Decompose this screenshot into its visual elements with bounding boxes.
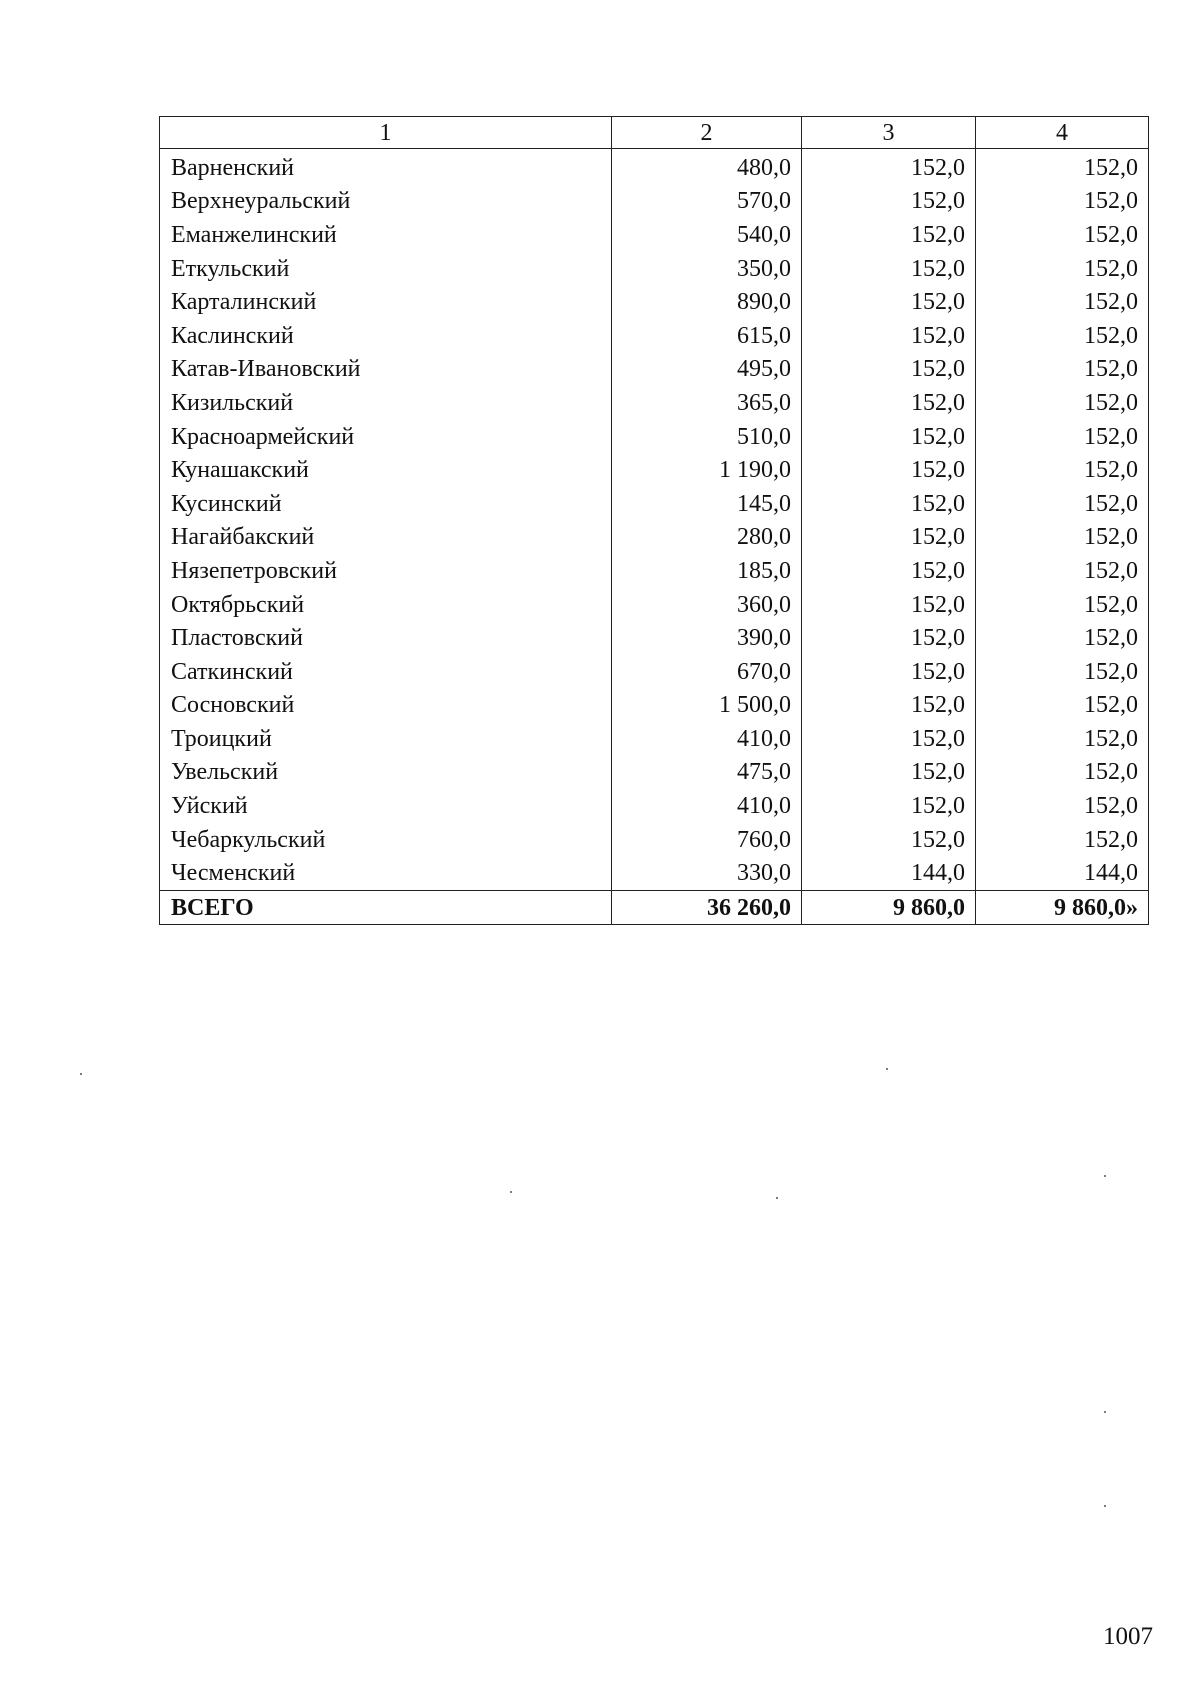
scan-speck xyxy=(1104,1175,1106,1177)
scan-speck xyxy=(776,1197,778,1199)
value-col-2: 615,0 xyxy=(612,319,802,353)
value-col-4: 152,0 xyxy=(976,521,1149,555)
value-col-4: 152,0 xyxy=(976,386,1149,420)
value-col-4: 152,0 xyxy=(976,823,1149,857)
allocation-table xyxy=(159,116,1149,925)
table-row xyxy=(160,588,1149,622)
value-col-2: 280,0 xyxy=(612,521,802,555)
district-name: Нагайбакский xyxy=(160,521,612,555)
header-col-3: 3 xyxy=(802,117,976,149)
value-col-4: 152,0 xyxy=(976,185,1149,219)
district-name: Кунашакский xyxy=(160,453,612,487)
value-col-4: 152,0 xyxy=(976,319,1149,353)
value-col-3: 152,0 xyxy=(802,756,976,790)
value-col-3: 152,0 xyxy=(802,823,976,857)
district-name: Чесменский xyxy=(160,856,612,890)
value-col-3: 152,0 xyxy=(802,420,976,454)
total-col-3: 9 860,0 xyxy=(802,891,976,925)
district-name: Нязепетровский xyxy=(160,554,612,588)
district-name: Саткинский xyxy=(160,655,612,689)
value-col-2: 670,0 xyxy=(612,655,802,689)
value-col-2: 185,0 xyxy=(612,554,802,588)
header-row xyxy=(160,117,1149,149)
district-name: Октябрьский xyxy=(160,588,612,622)
district-name: Кизильский xyxy=(160,386,612,420)
value-col-4: 152,0 xyxy=(976,353,1149,387)
value-col-3: 152,0 xyxy=(802,386,976,420)
table-row xyxy=(160,655,1149,689)
value-col-3: 152,0 xyxy=(802,149,976,185)
table-row xyxy=(160,621,1149,655)
value-col-2: 330,0 xyxy=(612,856,802,890)
value-col-4: 152,0 xyxy=(976,588,1149,622)
value-col-3: 152,0 xyxy=(802,319,976,353)
header-col-2: 2 xyxy=(612,117,802,149)
table-row xyxy=(160,789,1149,823)
table-row xyxy=(160,722,1149,756)
table-row xyxy=(160,149,1149,185)
value-col-4: 152,0 xyxy=(976,621,1149,655)
district-name: Троицкий xyxy=(160,722,612,756)
value-col-2: 1 500,0 xyxy=(612,689,802,723)
value-col-3: 152,0 xyxy=(802,285,976,319)
value-col-2: 540,0 xyxy=(612,218,802,252)
value-col-3: 152,0 xyxy=(802,453,976,487)
value-col-3: 144,0 xyxy=(802,856,976,890)
district-name: Еткульский xyxy=(160,252,612,286)
value-col-4: 144,0 xyxy=(976,856,1149,890)
district-name: Уйский xyxy=(160,789,612,823)
value-col-4: 152,0 xyxy=(976,722,1149,756)
value-col-3: 152,0 xyxy=(802,554,976,588)
value-col-4: 152,0 xyxy=(976,453,1149,487)
table-row xyxy=(160,823,1149,857)
table-row xyxy=(160,386,1149,420)
value-col-3: 152,0 xyxy=(802,185,976,219)
value-col-3: 152,0 xyxy=(802,521,976,555)
value-col-4: 152,0 xyxy=(976,689,1149,723)
table-row xyxy=(160,756,1149,790)
district-name: Пластовский xyxy=(160,621,612,655)
value-col-4: 152,0 xyxy=(976,655,1149,689)
scan-speck xyxy=(80,1073,82,1075)
scan-speck xyxy=(510,1191,512,1193)
header-col-1: 1 xyxy=(160,117,612,149)
value-col-4: 152,0 xyxy=(976,420,1149,454)
total-col-2: 36 260,0 xyxy=(612,891,802,925)
value-col-2: 1 190,0 xyxy=(612,453,802,487)
table-row xyxy=(160,521,1149,555)
value-col-2: 510,0 xyxy=(612,420,802,454)
total-label: ВСЕГО xyxy=(160,891,612,925)
total-col-4: 9 860,0» xyxy=(976,891,1149,925)
value-col-4: 152,0 xyxy=(976,252,1149,286)
header-col-4: 4 xyxy=(976,117,1149,149)
value-col-3: 152,0 xyxy=(802,588,976,622)
value-col-4: 152,0 xyxy=(976,756,1149,790)
scan-speck xyxy=(1104,1411,1106,1413)
table-row xyxy=(160,420,1149,454)
value-col-2: 410,0 xyxy=(612,789,802,823)
district-name: Карталинский xyxy=(160,285,612,319)
table-row xyxy=(160,285,1149,319)
value-col-2: 570,0 xyxy=(612,185,802,219)
value-col-3: 152,0 xyxy=(802,655,976,689)
district-name: Красноармейский xyxy=(160,420,612,454)
scan-speck xyxy=(1104,1505,1106,1507)
table-body xyxy=(160,149,1149,891)
value-col-2: 350,0 xyxy=(612,252,802,286)
district-name: Чебаркульский xyxy=(160,823,612,857)
value-col-4: 152,0 xyxy=(976,149,1149,185)
value-col-4: 152,0 xyxy=(976,487,1149,521)
district-name: Кусинский xyxy=(160,487,612,521)
district-name: Варненский xyxy=(160,149,612,185)
page-number: 1007 xyxy=(1103,1623,1153,1650)
value-col-2: 760,0 xyxy=(612,823,802,857)
value-col-3: 152,0 xyxy=(802,353,976,387)
value-col-2: 890,0 xyxy=(612,285,802,319)
district-name: Каслинский xyxy=(160,319,612,353)
district-name: Увельский xyxy=(160,756,612,790)
value-col-2: 480,0 xyxy=(612,149,802,185)
value-col-2: 365,0 xyxy=(612,386,802,420)
value-col-3: 152,0 xyxy=(802,789,976,823)
district-name: Сосновский xyxy=(160,689,612,723)
table-row xyxy=(160,353,1149,387)
district-name: Еманжелинский xyxy=(160,218,612,252)
table-row xyxy=(160,487,1149,521)
table-row xyxy=(160,856,1149,890)
value-col-4: 152,0 xyxy=(976,789,1149,823)
table-row xyxy=(160,218,1149,252)
total-row xyxy=(160,891,1149,925)
scan-speck xyxy=(886,1068,888,1070)
value-col-4: 152,0 xyxy=(976,554,1149,588)
value-col-3: 152,0 xyxy=(802,621,976,655)
table-row xyxy=(160,554,1149,588)
value-col-3: 152,0 xyxy=(802,252,976,286)
table-row xyxy=(160,319,1149,353)
value-col-2: 410,0 xyxy=(612,722,802,756)
table-row xyxy=(160,453,1149,487)
table-row xyxy=(160,252,1149,286)
value-col-3: 152,0 xyxy=(802,689,976,723)
value-col-3: 152,0 xyxy=(802,218,976,252)
value-col-2: 495,0 xyxy=(612,353,802,387)
value-col-3: 152,0 xyxy=(802,722,976,756)
table-row xyxy=(160,689,1149,723)
value-col-4: 152,0 xyxy=(976,285,1149,319)
value-col-2: 145,0 xyxy=(612,487,802,521)
value-col-2: 475,0 xyxy=(612,756,802,790)
value-col-2: 390,0 xyxy=(612,621,802,655)
value-col-4: 152,0 xyxy=(976,218,1149,252)
value-col-2: 360,0 xyxy=(612,588,802,622)
table-row xyxy=(160,185,1149,219)
district-name: Верхнеуральский xyxy=(160,185,612,219)
district-name: Катав-Ивановский xyxy=(160,353,612,387)
value-col-3: 152,0 xyxy=(802,487,976,521)
